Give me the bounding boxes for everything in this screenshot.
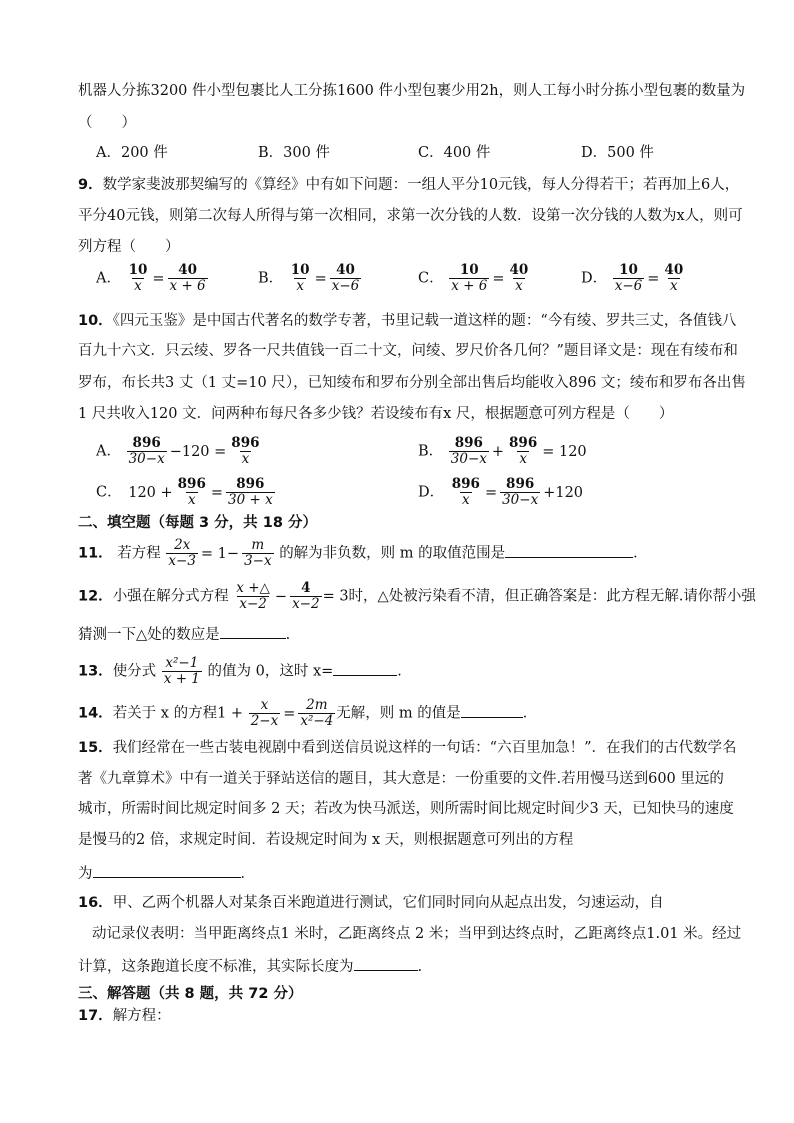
q16-line3: 计算，这条跑道长度不标准，其实际长度为 . <box>78 954 422 978</box>
answer-blank[interactable] <box>220 622 286 639</box>
q8-option-b: B．300 件 <box>258 145 330 161</box>
fraction: $\frac{40}{x + 6}$ <box>169 262 206 294</box>
q15-line4: 是慢马的2 倍，求规定时间．若设规定时间为 x 天，则根据题意可列出的方程 <box>78 832 574 848</box>
answer-blank[interactable] <box>333 659 397 676</box>
q10-line2: 百九十六文．只云绫、罗各一尺共值钱一百二十文，问绫、罗尺价各几何？”题目译文是：现在有绫布和 <box>78 343 738 359</box>
q9-line2: 平分40元钱，则第二次每人所得与第一次相同，求第一次分钱的人数．设第一次分钱的人数为x人，则可 <box>78 208 743 224</box>
q9-option-d: D． $\frac{10}{x-6}$ = $\frac{40}{x}$ <box>581 262 684 294</box>
q10-line3: 罗布，布长共3 丈（1 丈=10 尺），已知绫布和罗布分别全部出售后均能收入896 文；绫布和罗布各出售 <box>78 375 746 391</box>
q8-option-d: D．500 件 <box>581 145 654 161</box>
q8-stem-line1: 机器人分拣3200 件小型包裹比人工分拣1600 件小型包裹少用2h，则人工每小时分拣小型包裹的数量为 <box>78 83 746 99</box>
fraction: $\frac{10}{x + 6}$ <box>451 262 488 294</box>
answer-blank[interactable] <box>461 701 523 718</box>
q11: 11． 若方程 $\frac{2x}{x-3}$ = 1− $\frac{m}{3-x}$ 的解为非负数，则 m 的取值范围是 ． <box>78 537 648 569</box>
answer-blank[interactable] <box>505 541 633 558</box>
fraction: $\frac{10}{x}$ <box>128 262 148 294</box>
q16-line2: 动记录仪表明：当甲距离终点1 米时，乙距离终点 2 米；当甲到达终点时，乙距离终点1.01 米。经过 <box>92 926 742 942</box>
q10-number: 10． <box>78 313 113 329</box>
q17: 17．解方程： <box>78 1008 171 1024</box>
fraction: $\frac{40}{x}$ <box>509 262 529 294</box>
q15-line3: 城市，所需时间比规定时间多 2 天；若改为快马派送，则所需时间比规定时间少3 天，已知快马的速度 <box>78 801 734 817</box>
q9-text1: 数学家斐波那契编写的《算经》中有如下问题：一组人平分10元钱，每人分得若干；若再加上6人， <box>102 177 740 193</box>
q9-line3: 列方程（ ） <box>78 239 180 255</box>
option-letter: A． <box>96 270 121 287</box>
q15-line5: 为 ． <box>78 861 255 885</box>
q9-line1 <box>78 174 739 196</box>
q10-option-a: A． $\frac{896}{30-x}$ −120 = $\frac{896}{x}$ <box>96 435 260 467</box>
q9-option-b: B． $\frac{10}{x}$ = $\frac{40}{x-6}$ <box>258 262 360 294</box>
option-letter: C． <box>418 270 444 287</box>
q13: 13．使分式 $\frac{\text{x²−1}}{x + 1}$ 的值为 0，这时 x= ． <box>78 655 412 687</box>
section-3-heading: 三、解答题（共 8 题，共 72 分） <box>78 986 303 1002</box>
q12-line2: 猜测一下△处的数应是 . <box>78 622 290 646</box>
q10-option-b: B． $\frac{896}{30-x}$ + $\frac{896}{x}$ = 120 <box>418 435 587 467</box>
q10-line1: 10．《四元玉鉴》是中国古代著名的数学专著，书里记载一道这样的题：“今有绫、罗共三丈，各值钱八 <box>78 313 737 329</box>
q10-option-c: C． 120 + $\frac{896}{x}$ = $\frac{896}{30 + x}$ <box>96 476 273 508</box>
q10-option-d: D． $\frac{896}{x}$ = $\frac{896}{30-x}$ +120 <box>418 476 584 508</box>
q8-option-c: C．400 件 <box>418 145 491 161</box>
q14: 14．若关于 x 的方程1 + $\frac{x}{2-x}$ = $\frac{2m}{\text{x²−4}}$ 无解，则 m 的值是 ． <box>78 697 538 729</box>
q9-number: 9． <box>78 177 103 193</box>
q8-stem-line2: （ ） <box>78 115 136 131</box>
answer-blank[interactable] <box>354 954 418 971</box>
q15-line1: 15．我们经常在一些古装电视剧中看到送信员说这样的一句话：“六百里加急！”．在我们的古代数学名 <box>78 740 737 756</box>
q10-line4: 1 尺共收入120 文．问两种布每尺各多少钱？若设绫布有x 尺，根据题意可列方程是（ ） <box>78 406 674 422</box>
q12-line1: 12．小强在解分式方程 $\frac{x +\triangle}{x-2}$ − $\frac{4}{x-2}$ = 3时，△处被污染看不清，但正确答案是：此方程无解.请你帮小强 <box>78 580 756 612</box>
fraction: $\frac{40}{x}$ <box>664 262 684 294</box>
q15-line2: 著《九章算术》中有一道关于驿站送信的题目，其大意是：一份重要的文件.若用慢马送到600 里远的 <box>78 771 724 787</box>
fraction: $\frac{40}{x-6}$ <box>331 262 360 294</box>
section-2-heading: 二、填空题（每题 3 分，共 18 分） <box>78 515 317 531</box>
option-letter: B． <box>258 270 284 287</box>
answer-blank[interactable] <box>93 861 241 878</box>
fraction: $\frac{10}{x-6}$ <box>614 262 643 294</box>
q9-option-a: A． $\frac{10}{x}$ = $\frac{40}{x + 6}$ <box>96 262 206 294</box>
fraction: $\frac{10}{x}$ <box>290 262 310 294</box>
option-letter: D． <box>581 270 608 287</box>
q8-option-a: A．200 件 <box>96 145 168 161</box>
q16-line1: 16．甲、乙两个机器人对某条百米跑道进行测试，它们同时同向从起点出发，匀速运动，自 <box>78 895 664 911</box>
q9-option-c: C． $\frac{10}{x + 6}$ = $\frac{40}{x}$ <box>418 262 529 294</box>
